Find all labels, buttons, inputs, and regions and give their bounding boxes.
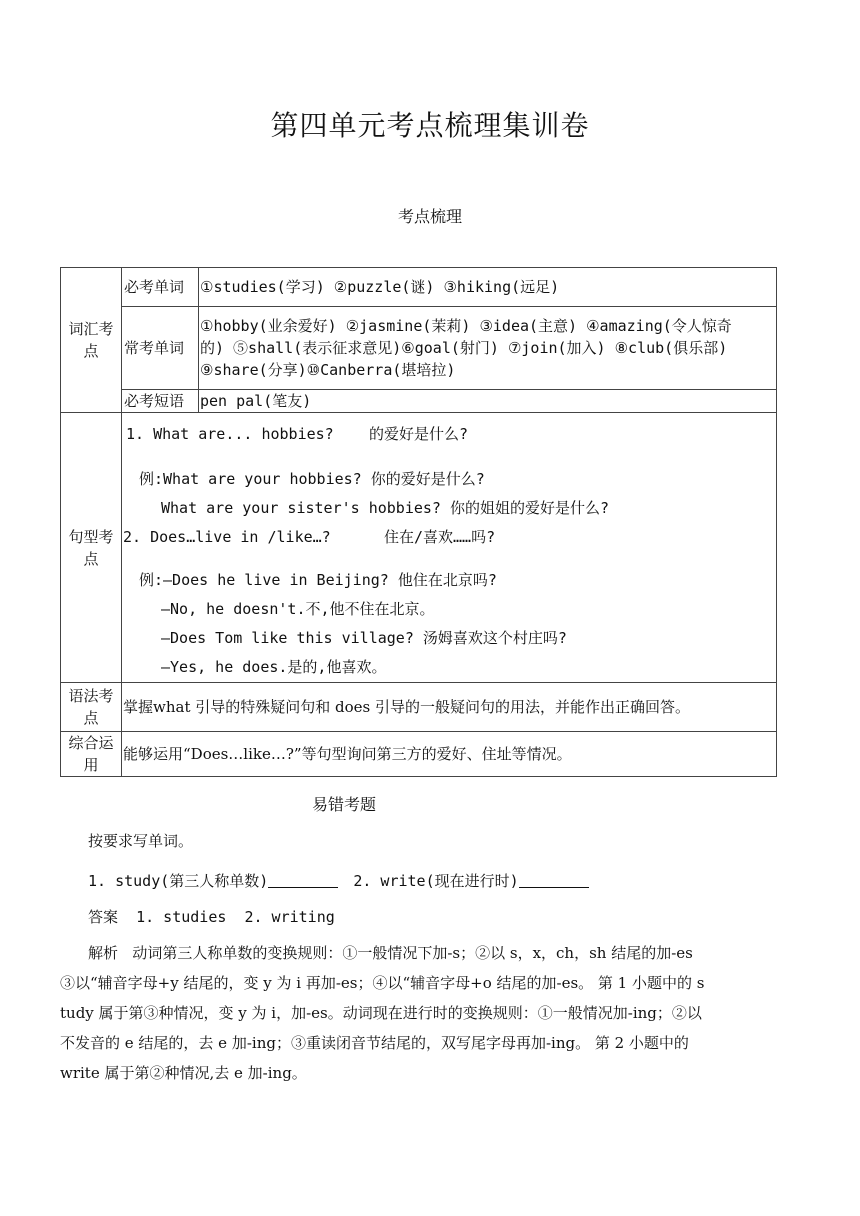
example-line: —Yes, he does.是的,他喜欢。 [161, 658, 387, 676]
question-line [88, 866, 833, 896]
label-required-words: 必考单词 [122, 268, 199, 307]
pattern-1-examples [123, 465, 775, 523]
summary-table [60, 267, 777, 777]
grammar-content: 掌握what 引导的特殊疑问句和 does 引导的一般疑问句的用法，并能作出正确回答。 [122, 683, 777, 732]
example-line: What are your sister's hobbies? 你的姐姐的爱好是什么? [161, 499, 610, 517]
pattern-1-chinese: 的爱好是什么? [369, 425, 469, 443]
pattern-1-english: 1. What are... hobbies? [126, 425, 334, 443]
analysis-line: 不发音的 e 结尾的，去 e 加-ing；③重读闭音节结尾的，双写尾字母再加-ing。 第 2 小题中的 [60, 1034, 689, 1052]
common-words-content [199, 307, 777, 390]
table-row [61, 732, 777, 777]
required-words-content: ①studies(学习) ②puzzle(谜) ③hiking(远足) [199, 268, 777, 307]
instruction-text: 按要求写单词。 [88, 832, 194, 850]
answer-label: 答案 [88, 908, 119, 926]
answer-blank-1[interactable] [268, 871, 338, 888]
example-line: 例:What are your hobbies? 你的爱好是什么? [139, 470, 485, 488]
common-words-line: 的) ⑤shall(表示征求意见)⑥goal(射门) ⑦join(加入) ⑧club(俱乐部) [200, 339, 728, 357]
analysis-line: ③以“辅音字母+y 结尾的，变 y 为 i 再加-es；④以“辅音字母+o 结尾的加-es。 第 1 小题中的 s [60, 974, 705, 992]
table-row [61, 268, 777, 307]
example-line: 例:—Does he live in Beijing? 他住在北京吗? [139, 571, 497, 589]
analysis-text: 动词第三人称单数的变换规则：①一般情况下加-s；②以 s，x，ch，sh 结尾的加-es [132, 944, 693, 962]
pattern-2-english: 2. Does…live in /like…? [123, 528, 331, 546]
section-heading-summary: 考点梳理 [397, 207, 462, 226]
label-required-phrases: 必考短语 [122, 390, 199, 413]
example-line: —Does Tom like this village? 汤姆喜欢这个村庄吗? [161, 629, 567, 647]
example-line: —No, he doesn't.不,他不住在北京。 [161, 600, 435, 618]
table-row [61, 307, 777, 390]
pattern-2-chinese: 住在/喜欢……吗? [384, 528, 496, 546]
analysis-label: 解析 [88, 944, 119, 962]
required-phrases-content: pen pal(笔友) [199, 390, 777, 413]
application-content: 能够运用“Does…like…?”等句型询问第三方的爱好、住址等情况。 [122, 732, 777, 777]
category-sentence: 句型考点 [61, 413, 122, 683]
answer-line [88, 902, 833, 932]
answer-blank-2[interactable] [519, 871, 589, 888]
table-row [61, 413, 777, 683]
table-row [61, 390, 777, 413]
analysis-line: write 属于第②种情况,去 e 加-ing。 [60, 1064, 307, 1082]
question-1: 1. study(第三人称单数) [88, 872, 269, 890]
answer-text: 1. studies 2. writing [136, 908, 335, 926]
pattern-2-examples [123, 566, 775, 682]
analysis-line: tudy 属于第③种情况，变 y 为 i，加-es。动词现在进行时的变换规则：①一般情况加-ing；②以 [60, 1004, 702, 1022]
analysis-block [60, 938, 820, 1088]
page-title: 第四单元考点梳理集训卷 [270, 109, 590, 142]
category-application: 综合运用 [61, 732, 122, 777]
category-vocab: 词汇考点 [61, 268, 122, 413]
sentence-patterns-content [122, 413, 777, 683]
sentence-pattern-2 [123, 523, 775, 552]
label-common-words: 常考单词 [122, 307, 199, 390]
sentence-pattern-1 [123, 423, 775, 445]
common-words-line: ⑨share(分享)⑩Canberra(堪培拉) [200, 361, 456, 379]
common-words-line: ①hobby(业余爱好) ②jasmine(茉莉) ③idea(主意) ④amazing(令人惊奇 [200, 317, 732, 335]
analysis-line [60, 938, 820, 968]
section-heading-errors: 易错考题 [312, 795, 377, 814]
question-2: 2. write(现在进行时) [353, 872, 519, 890]
category-grammar: 语法考点 [61, 683, 122, 732]
table-row [61, 683, 777, 732]
